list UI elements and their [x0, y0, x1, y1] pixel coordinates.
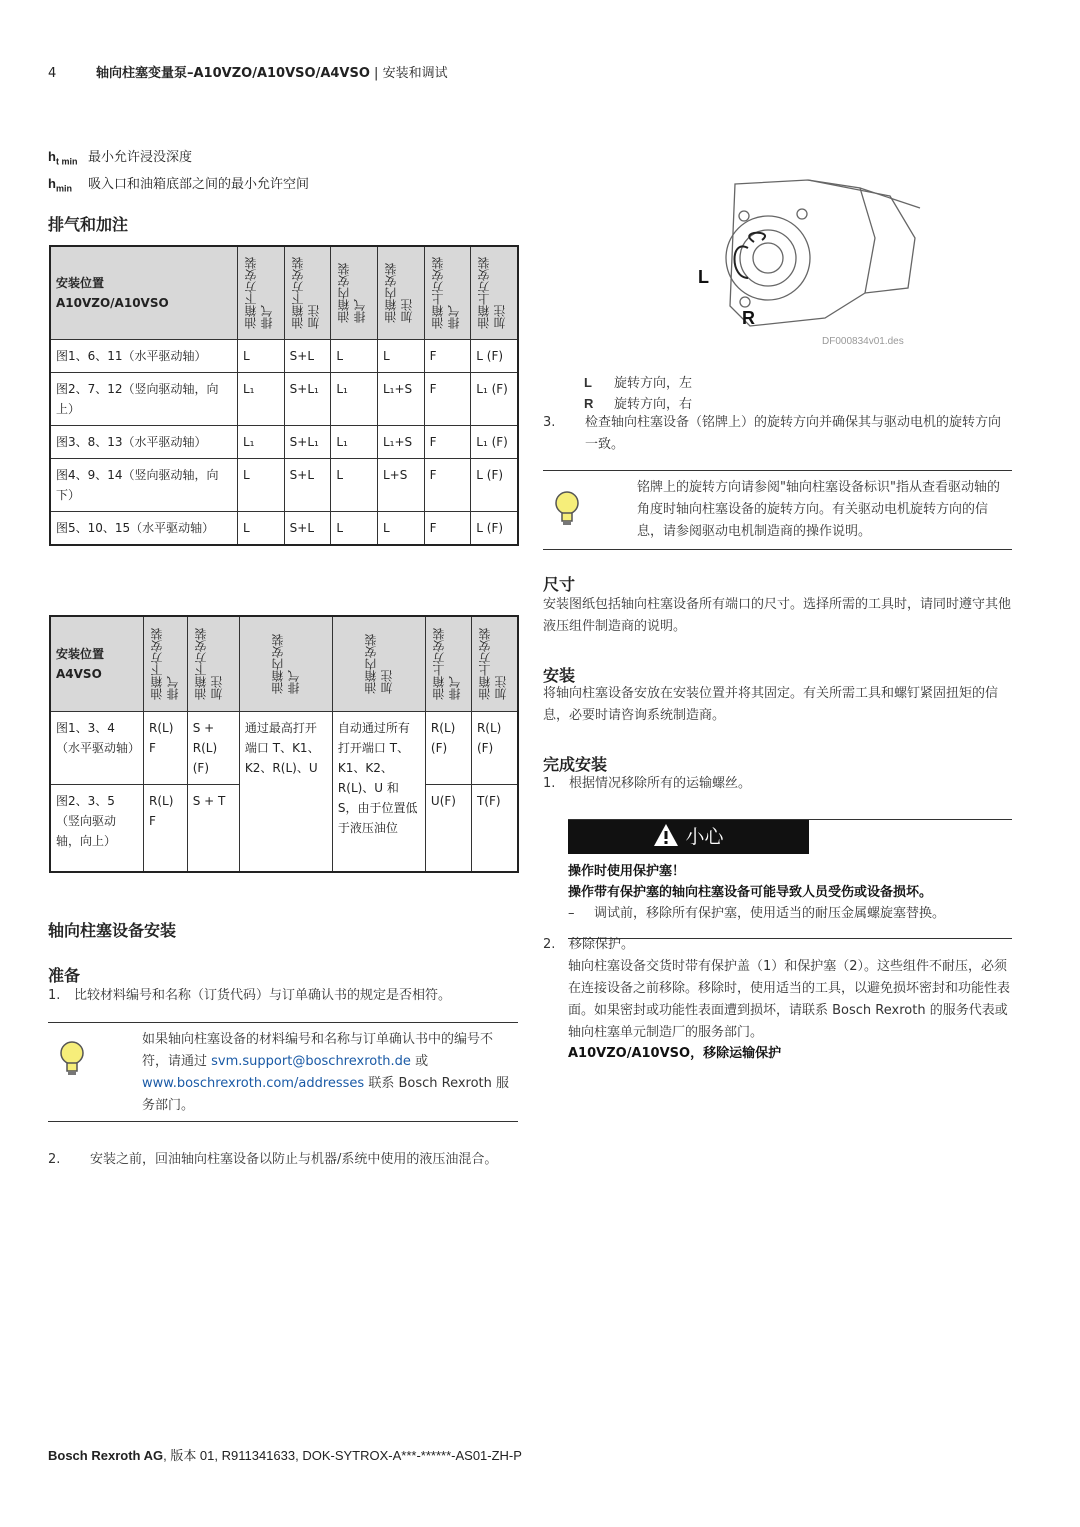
- header-subtitle: 安装和调试: [382, 66, 448, 81]
- lightbulb-icon: [58, 1039, 86, 1079]
- table-row: 图2、7、12（竖向驱动轴，向上） L₁ S+L₁ L₁ L₁+S F L₁ (F): [50, 373, 518, 426]
- section-heading-finish: 完成安装: [543, 755, 608, 774]
- finish-step-2: 2. 移除保护。: [543, 937, 635, 952]
- info-note-text: 铭牌上的旋转方向请参阅"轴向柱塞设备标识"指从查看驱动轴的角度时轴向柱塞设备的旋转方向。有关驱动电机旋转方向的信息，请参阅驱动电机制造商的操作说明。: [637, 480, 1000, 539]
- caution-line-2: 操作带有保护塞的轴向柱塞设备可能导致人员受伤或设备损坏。: [568, 885, 933, 900]
- info-note-text: 如果轴向柱塞设备的材料编号和名称与订单确认书中的编号不符，请通过 svm.support@boschrexroth.de 或 www.boschrexroth.com/addresses 联系 Bosch Rexroth 服务部门。: [142, 1032, 510, 1113]
- finish-step-1: 1. 根据情况移除所有的运输螺丝。: [543, 776, 752, 791]
- addresses-link[interactable]: www.boschrexroth.com/addresses: [142, 1076, 365, 1091]
- table-row: 图5、10、15（水平驱动轴） L S+L L L F L (F): [50, 512, 518, 546]
- symbol-text: 最小允许浸没深度: [88, 150, 193, 165]
- figure-code: DF000834v01.des: [822, 336, 904, 347]
- symbol-list: [48, 146, 309, 199]
- table-row: 图4、9、14（竖向驱动轴，向下） L S+L L L+S F L (F): [50, 459, 518, 512]
- doc-title: 轴向柱塞变量泵–A10VZO/A10VSO/A4VSO: [96, 66, 370, 81]
- table-header-cell: 安装位置 A10VZO/A10VSO: [50, 246, 238, 340]
- mounting-text: 将轴向柱塞设备安放在安装位置并将其固定。有关所需工具和螺钉紧固扭矩的信息，必要时请咨询系统制造商。: [543, 686, 999, 723]
- header-separator: |: [369, 66, 383, 81]
- caution-box: [568, 819, 1012, 939]
- symbol-row: [48, 146, 309, 173]
- symbol-text: 吸入口和油箱底部之间的最小允许空间: [88, 176, 310, 192]
- section-heading-vent: 排气和加注: [48, 215, 129, 234]
- step-3: 3. 检查轴向柱塞设备（铭牌上）的旋转方向并确保其与驱动电机的旋转方向一致。: [543, 415, 1002, 452]
- page-header: [48, 62, 448, 81]
- symbol: $h_{min}$: [48, 175, 72, 194]
- symbol: $h_{t min}$: [48, 149, 78, 167]
- table-row: 图1、6、11（水平驱动轴） L S+L L L F L (F): [50, 340, 518, 373]
- footer-info: , 版本 01, R911341633, DOK-SYTROX-A***-******-AS01-ZH-P: [163, 1448, 522, 1463]
- table-header-row: 安装位置 A10VZO/A10VSO 油箱下方安装 排气 油箱下方安装 加注 油箱内安装 排气 油箱内安装 加注 油箱上方安装 排气 油箱上方安装 加注: [50, 246, 518, 340]
- caution-line-3: – 调试前，移除所有保护塞，使用适当的耐压金属螺旋塞替换。: [568, 906, 946, 921]
- section-heading-dimensions: 尺寸: [543, 575, 576, 594]
- table-header-row: 安装位置 A4VSO 油箱下方安装 排气 油箱下方安装 加注 油箱内安装 排气 油箱内安装 加注 油箱上方安装 排气 油箱上方安装 加注: [50, 616, 518, 712]
- warning-triangle-icon: [653, 823, 679, 847]
- finish-step-2-text: 轴向柱塞设备交货时带有保护盖（1）和保护塞（2）。这些组件不耐压，必须在连接设备之前移除。移除时，使用适当的工具，以避免损坏密封和功能性表面。如果密封或功能性表面遭到损坏，请联系 Bosch Rexroth 的服务代表或轴向柱塞单元制造厂的服务部门。: [568, 959, 1011, 1040]
- figure-label-r: R: [742, 308, 755, 328]
- rotation-legend: [584, 373, 692, 415]
- support-email-link[interactable]: svm.support@boschrexroth.de: [211, 1054, 411, 1069]
- section-heading-prep: 准备: [48, 966, 81, 985]
- section-heading-install: 轴向柱塞设备安装: [48, 921, 177, 940]
- footer-company: Bosch Rexroth AG: [48, 1448, 164, 1463]
- info-note-2: [543, 470, 1012, 550]
- pump-rotation-figure: [690, 178, 940, 350]
- section-heading-mounting: 安装: [543, 666, 576, 685]
- table-row: 图3、8、13（水平驱动轴） L₁ S+L₁ L₁ L₁+S F L₁ (F): [50, 426, 518, 459]
- lightbulb-icon: [553, 489, 581, 529]
- prep-step-1: 1. 比较材料编号和名称（订货代码）与订单确认书的规定是否相符。: [48, 988, 452, 1003]
- caution-line-1: 操作时使用保护塞！: [568, 864, 686, 879]
- vent-table-a10: [49, 245, 519, 546]
- dimensions-text: 安装图纸包括轴向柱塞设备所有端口的尺寸。选择所需的工具时，请同时遵守其他液压组件制造商的说明。: [543, 597, 1012, 634]
- figure-label-l: L: [698, 267, 709, 287]
- table-header-cell: 安装位置 A4VSO: [50, 616, 144, 712]
- page-footer: [48, 1445, 522, 1464]
- page-number: 4: [48, 66, 57, 81]
- caution-title: 小心: [685, 826, 724, 848]
- finish-step-2-bold: A10VZO/A10VSO，移除运输保护: [568, 1046, 782, 1061]
- symbol-row: [48, 173, 309, 200]
- legend-item: R 旋转方向，右: [584, 396, 693, 412]
- caution-banner: [568, 820, 809, 854]
- table-row: 图1、3、4（水平驱动轴） R(L) F S + R(L) (F) 通过最高打开端口 T、K1、K2、R(L)、U 自动通过所有打开端口 T、K1、K2、R(L)、U 和 S，由于位置低于液压油位 R(L) (F) R(L) (F): [50, 712, 518, 785]
- prep-step-2: 2. 安装之前，回油轴向柱塞设备以防止与机器/系统中使用的液压油混合。: [48, 1152, 498, 1167]
- info-note-1: [48, 1022, 518, 1122]
- vent-table-a4vso: [49, 615, 519, 873]
- legend-item: L 旋转方向，左: [584, 375, 693, 391]
- table-row: 图2、3、5（竖向驱动轴，向上） R(L) F S + T U(F) T(F): [50, 785, 518, 873]
